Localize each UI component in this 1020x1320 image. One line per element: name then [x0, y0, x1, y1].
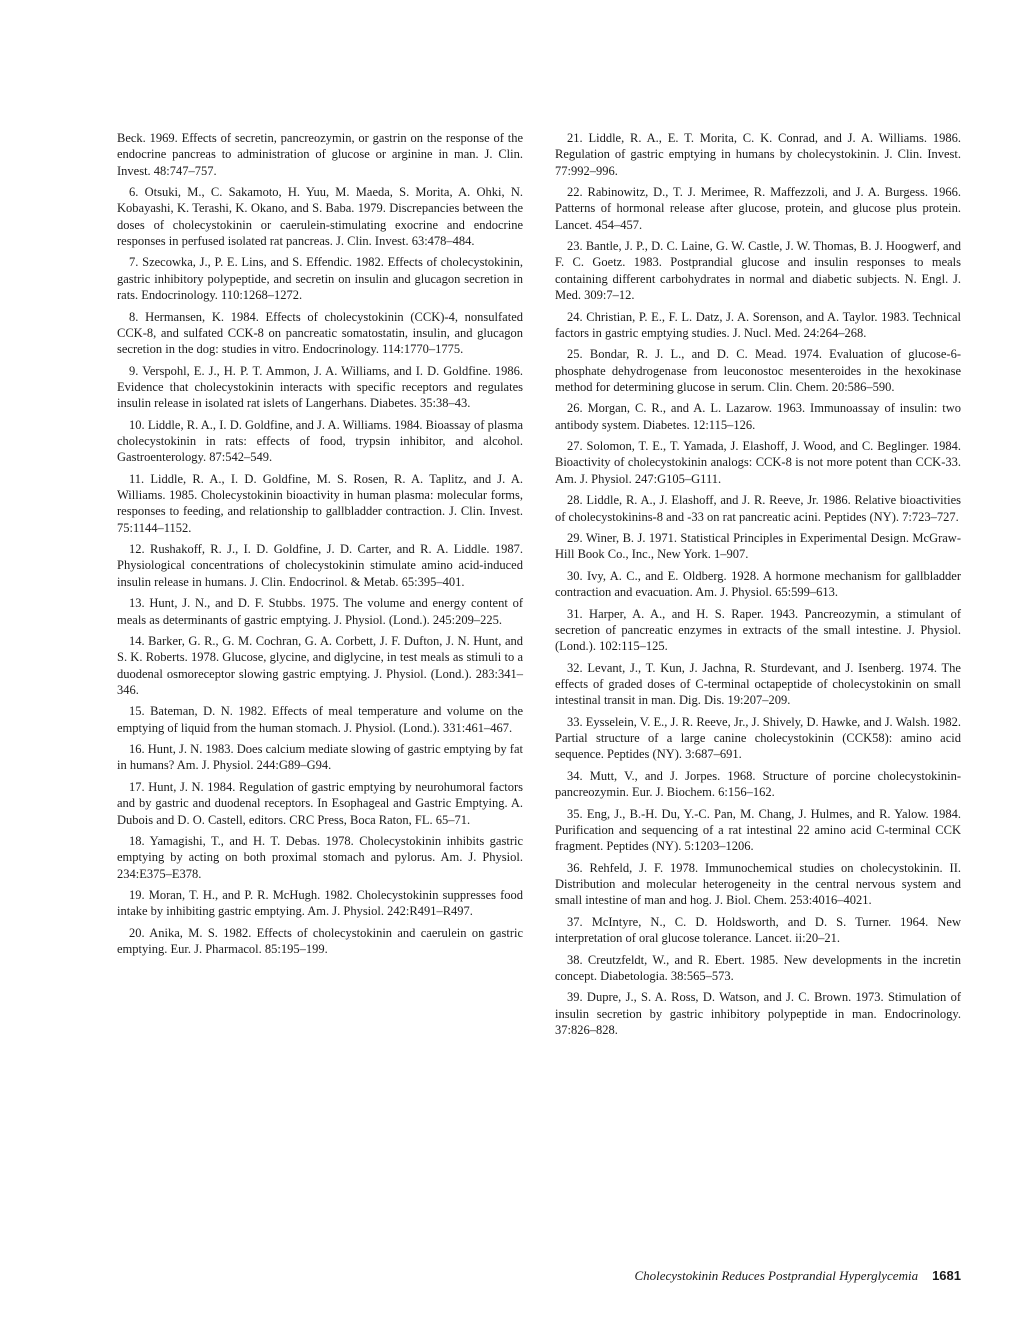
reference-entry: 16. Hunt, J. N. 1983. Does calcium mediate slowing of gastric emptying by fat in humans? Am. J. Physiol. 244:G89–G94. — [117, 742, 523, 773]
reference-entry: 14. Barker, G. R., G. M. Cochran, G. A. Corbett, J. F. Dufton, J. N. Hunt, and S. K. Roberts. 1978. Glucose, glycine, and diglycine, in test meals as stimuli to a duodenal osmoreceptor slowing gastric emptying. J. Physiol. (Lond.). 283:341–346. — [117, 634, 523, 697]
reference-entry: 23. Bantle, J. P., D. C. Laine, G. W. Castle, J. W. Thomas, B. J. Hoogwerf, and F. C. Goetz. 1983. Postprandial glucose and insulin responses to meals containing different carbohydrates in normal and diabetic subjects. N. Engl. J. Med. 309:7–12. — [555, 239, 961, 303]
references-right-column — [555, 130, 961, 1043]
reference-entry: 21. Liddle, R. A., E. T. Morita, C. K. Conrad, and J. A. Williams. 1986. Regulation of gastric emptying in humans by cholecystokinin. J. Clin. Invest. 77:992–996. — [555, 131, 961, 178]
reference-entry: 38. Creutzfeldt, W., and R. Ebert. 1985. New developments in the incretin concept. Diabetologia. 38:565–573. — [555, 952, 961, 983]
reference-entry: 19. Moran, T. H., and P. R. McHugh. 1982. Cholecystokinin suppresses food intake by inhibiting gastric emptying. Am. J. Physiol. 242:R491–R497. — [117, 888, 523, 919]
reference-entry: 29. Winer, B. J. 1971. Statistical Principles in Experimental Design. McGraw-Hill Book Co., Inc., New York. 1–907. — [555, 531, 961, 562]
reference-entry: 30. Ivy, A. C., and E. Oldberg. 1928. A hormone mechanism for gallbladder contraction and evacuation. Am. J. Physiol. 65:599–613. — [555, 568, 961, 600]
reference-entry: 11. Liddle, R. A., I. D. Goldfine, M. S. Rosen, R. A. Taplitz, and J. A. Williams. 1985. Cholecystokinin bioactivity in human plasma: molecular forms, responses to feeding, and relationship to gallbladder contraction. J. Clin. Invest. 75:1144–1152. — [117, 471, 523, 535]
reference-entry: 26. Morgan, C. R., and A. L. Lazarow. 1963. Immunoassay of insulin: two antibody system. Diabetes. 12:115–126. — [555, 401, 961, 432]
reference-entry: 13. Hunt, J. N., and D. F. Stubbs. 1975. The volume and energy content of meals as determinants of gastric emptying. J. Physiol. (Lond.). 245:209–225. — [117, 596, 523, 627]
reference-entry: 34. Mutt, V., and J. Jorpes. 1968. Structure of porcine cholecystokinin-pancreozymin. Eur. J. Biochem. 6:156–162. — [555, 768, 961, 800]
reference-entry: 39. Dupre, J., S. A. Ross, D. Watson, and J. C. Brown. 1973. Stimulation of insulin secretion by gastric inhibitory polypeptide in man. Endocrinology. 37:826–828. — [555, 990, 961, 1037]
running-title: Cholecystokinin Reduces Postprandial Hyperglycemia — [634, 1268, 919, 1283]
reference-entry: 18. Yamagishi, T., and H. T. Debas. 1978. Cholecystokinin inhibits gastric emptying by acting on both proximal stomach and pylorus. Am. J. Physiol. 234:E375–E378. — [117, 834, 523, 881]
reference-entry: 10. Liddle, R. A., I. D. Goldfine, and J. A. Williams. 1984. Bioassay of plasma cholecystokinin in rats: effects of food, trypsin inhibitor, and alcohol. Gastroenterology. 87:542–549. — [117, 417, 523, 465]
reference-entry: 28. Liddle, R. A., J. Elashoff, and J. R. Reeve, Jr. 1986. Relative bioactivities of cholecystokinins-8 and -33 on rat pancreatic acini. Peptides (NY). 7:723–727. — [555, 493, 961, 524]
reference-entry: 20. Anika, M. S. 1982. Effects of cholecystokinin and caerulein on gastric emptying. Eur. J. Pharmacol. 85:195–199. — [117, 925, 523, 957]
reference-entry: 27. Solomon, T. E., T. Yamada, J. Elashoff, J. Wood, and C. Beglinger. 1984. Bioactivity of cholecystokinin analogs: CCK-8 is not more potent than CCK-33. Am. J. Physiol. 247:G105–G111. — [555, 439, 961, 486]
reference-entry: 37. McIntyre, N., C. D. Holdsworth, and D. S. Turner. 1964. New interpretation of oral glucose tolerance. Lancet. ii:20–21. — [555, 914, 961, 946]
page-footer — [555, 1268, 961, 1284]
reference-entry: 9. Verspohl, E. J., H. P. T. Ammon, J. A. Williams, and I. D. Goldfine. 1986. Evidence that cholecystokinin interacts with specific receptors and regulates insulin release in isolated rat islets of Langerhans. Diabetes. 35:38–43. — [117, 363, 523, 411]
reference-entry: 22. Rabinowitz, D., T. J. Merimee, R. Maffezzoli, and J. A. Burgess. 1966. Patterns of hormonal release after glucose, protein, and glucose plus protein. Lancet. 454–457. — [555, 185, 961, 232]
reference-entry: Beck. 1969. Effects of secretin, pancreozymin, or gastrin on the response of the endocrine pancreas to administration of glucose or arginine in man. J. Clin. Invest. 48:747–757. — [117, 131, 523, 178]
reference-entry: 33. Eysselein, V. E., J. R. Reeve, Jr., J. Shively, D. Hawke, and J. Walsh. 1982. Partial structure of a large canine cholecystokinin (CCK58): amino acid sequence. Peptides (NY). 3:687–691. — [555, 714, 961, 762]
reference-entry: 7. Szecowka, J., P. E. Lins, and S. Effendic. 1982. Effects of cholecystokinin, gastric inhibitory polypeptide, and secretin on insulin and glucagon secretion in rats. Endocrinology. 110:1268–1272. — [117, 255, 523, 303]
reference-entry: 6. Otsuki, M., C. Sakamoto, H. Yuu, M. Maeda, S. Morita, A. Ohki, N. Kobayashi, K. Terashi, K. Okano, and S. Baba. 1979. Discrepancies between the doses of cholecystokinin or caerulein-stimulating exocrine and endocrine responses in perfused isolated rat pancreas. J. Clin. Invest. 63:478–484. — [117, 185, 523, 248]
page-number: 1681 — [932, 1268, 961, 1283]
reference-entry: 36. Rehfeld, J. F. 1978. Immunochemical studies on cholecystokinin. II. Distribution and molecular heterogeneity in the central nervous system and small intestine of man and hog. J. Biol. Chem. 253:4016–4021. — [555, 860, 961, 908]
references-left-column — [117, 130, 523, 963]
reference-entry: 8. Hermansen, K. 1984. Effects of cholecystokinin (CCK)-4, nonsulfated CCK-8, and sulfated CCK-8 on pancreatic somatostatin, insulin, and glucagon secretion in the dog: studies in vitro. Endocrinology. 114:1770–1775. — [117, 309, 523, 357]
reference-entry: 25. Bondar, R. J. L., and D. C. Mead. 1974. Evaluation of glucose-6-phosphate dehydrogenase from leuconostoc mesenteroides in the hexokinase method for determining glucose in serum. Clin. Chem. 20:586–590. — [555, 347, 961, 394]
reference-entry: 24. Christian, P. E., F. L. Datz, J. A. Sorenson, and A. Taylor. 1983. Technical factors in gastric emptying studies. J. Nucl. Med. 24:264–268. — [555, 309, 961, 340]
reference-entry: 32. Levant, J., T. Kun, J. Jachna, R. Sturdevant, and J. Isenberg. 1974. The effects of graded doses of C-terminal octapeptide of cholecystokinin on small intestinal transit in man. Dig. Dis. 19:207–209. — [555, 660, 961, 708]
reference-entry: 17. Hunt, J. N. 1984. Regulation of gastric emptying by neurohumoral factors and by gastric and duodenal receptors. In Esophageal and Gastric Emptying. A. Dubois and D. O. Castell, editors. CRC Press, Boca Raton, FL. 65–71. — [117, 779, 523, 827]
reference-entry: 12. Rushakoff, R. J., I. D. Goldfine, J. D. Carter, and R. A. Liddle. 1987. Physiological concentrations of cholecystokinin stimulate amino acid-induced insulin release in humans. J. Clin. Endocrinol. & Metab. 65:395–401. — [117, 542, 523, 589]
reference-entry: 35. Eng, J., B.-H. Du, Y.-C. Pan, M. Chang, J. Hulmes, and R. Yalow. 1984. Purification and sequencing of a rat intestinal 22 amino acid C-terminal CCK fragment. Peptides (NY). 5:1203–1206. — [555, 806, 961, 854]
reference-entry: 15. Bateman, D. N. 1982. Effects of meal temperature and volume on the emptying of liquid from the human stomach. J. Physiol. (Lond.). 331:461–467. — [117, 704, 523, 735]
reference-entry: 31. Harper, A. A., and H. S. Raper. 1943. Pancreozymin, a stimulant of secretion of pancreatic enzymes in extracts of the small intestine. J. Physiol. (Lond.). 102:115–125. — [555, 606, 961, 654]
